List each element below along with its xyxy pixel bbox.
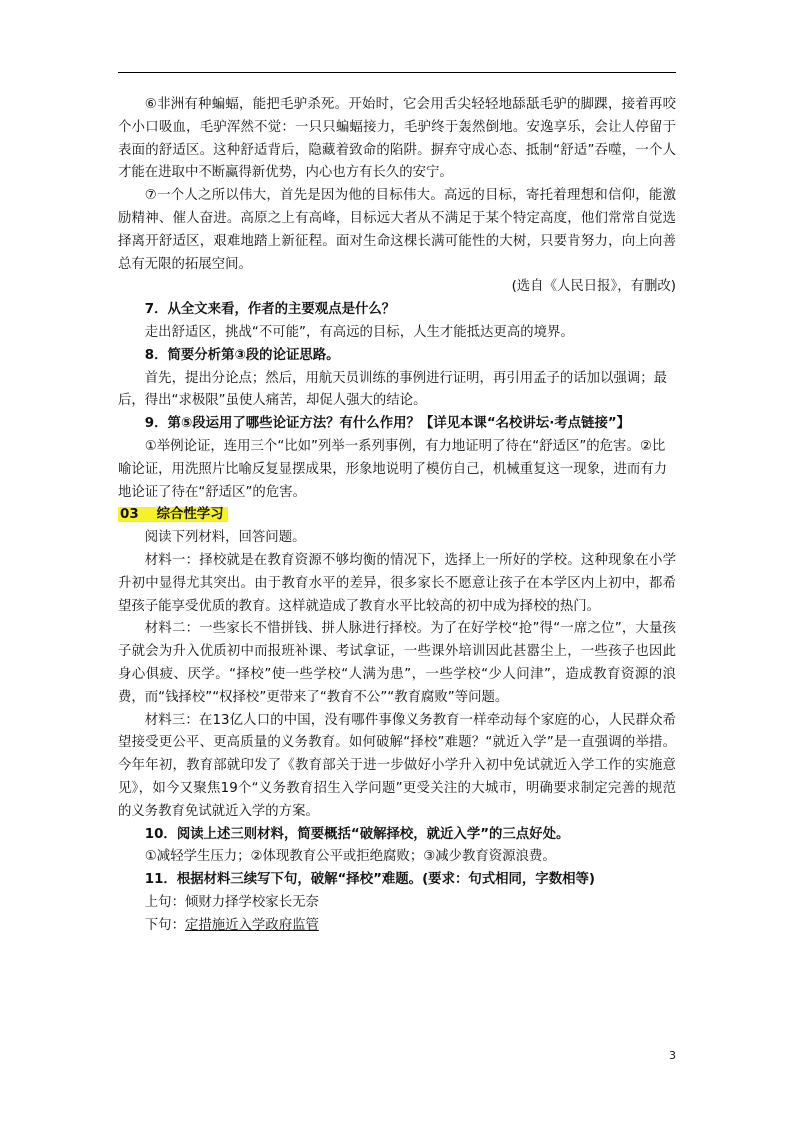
upper-text: 倾财力择学校家长无奈 bbox=[184, 894, 319, 910]
question-10: 10．阅读上述三则材料，简要概括“破解择校，就近入学”的三点好处。 bbox=[144, 826, 570, 842]
question-9: 9．第⑤段运用了哪些论证方法？有什么作用？【详见本课“名校讲坛·考点链接”】 bbox=[144, 416, 631, 432]
question-8: 8．简要分析第③段的论证思路。 bbox=[144, 347, 340, 363]
page-number: 3 bbox=[669, 1049, 676, 1062]
header-rule bbox=[118, 72, 676, 73]
answer-7: 走出舒适区，挑战“不可能”，有高远的目标，人生才能抵达更高的境界。 bbox=[144, 324, 574, 340]
section-number: 03 bbox=[120, 507, 139, 523]
material-2: 材料二：一些家长不惜拼钱、拼人脉进行择校。为了在好学校“抢”得“一席之位”，大量孩子就会为升入优质初中而报班补课、考试拿证，一些课外培训因此甚嚣尘上，一些孩子也因此身心俱疲、厌学。“择校”使一些学校“人满为患”，一些学校“少人问津”，造成教育资源的浪费，而“钱择校”“权择校”更带来了“教育不公”“教育腐败”等问题。 bbox=[118, 621, 676, 705]
material-3: 材料三：在13亿人口的中国，没有哪件事像义务教育一样牵动每个家庭的心，人民群众希望接受更公平、更高质量的义务教育。如何破解“择校”难题？“就近入学”是一直强调的举措。今年年初，教育部就印发了《教育部关于进一步做好小学升入初中免试就近入学工作的实施意见》，如今又聚焦19个“义务教育招生入学问题”更受关注的大城市，明确要求制定完善的规范的义务教育免试就近入学的方案。 bbox=[118, 712, 676, 819]
lower-text: 定措施近入学政府监管 bbox=[184, 917, 319, 933]
answer-10: ①减轻学生压力；②体现教育公平或拒绝腐败；③减少教育资源浪费。 bbox=[144, 849, 556, 865]
upper-line bbox=[118, 892, 676, 915]
question-7: 7．从全文来看，作者的主要观点是什么？ bbox=[144, 302, 396, 318]
paragraph-6: ⑥非洲有种蝙蝠，能把毛驴杀死。开始时，它会用舌尖轻轻地舔舐毛驴的脚踝，接着再咬个小口吸血，毛驴浑然不觉：一只只蝙蝠接力，毛驴终于轰然倒地。安逸享乐，会让人停留于表面的舒适区。这种舒适背后，隐藏着致命的陷阱。摒弃守成心态、抵制“舒适”吞噬，一个人才能在进取中不断赢得新优势，内心也方有长久的安宁。 bbox=[118, 97, 676, 181]
upper-label: 上句： bbox=[144, 894, 185, 910]
source-citation: (选自《人民日报》，有删改) bbox=[511, 279, 676, 295]
intro-line: 阅读下列材料，回答问题。 bbox=[144, 530, 306, 546]
section-heading bbox=[118, 504, 676, 527]
answer-9: ①举例论证，连用三个“比如”列举一系列事例，有力地证明了待在“舒适区”的危害。②比喻论证，用洗照片比喻反复显摆成果，形象地说明了模仿自己，机械重复这一现象，进而有力地论证了待在“舒适区”的危害。 bbox=[118, 438, 668, 500]
lower-line bbox=[118, 915, 676, 938]
paragraph-7: ⑦一个人之所以伟大，首先是因为他的目标伟大。高远的目标，寄托着理想和信仰，能激励精神、催人奋进。高原之上有高峰，目标远大者从不满足于某个特定高度，他们常常自觉选择离开舒适区，艰难地踏上新征程。面对生命这棵长满可能性的大树，只要肯努力，向上向善总有无限的拓展空间。 bbox=[118, 188, 676, 272]
answer-8: 首先，提出分论点；然后，用航天员训练的事例进行证明，再引用孟子的话加以强调；最后，得出“求极限”虽使人痛苦，却促人强大的结论。 bbox=[118, 370, 668, 409]
section-highlight bbox=[118, 507, 228, 522]
material-1: 材料一：择校就是在教育资源不够均衡的情况下，选择上一所好的学校。这种现象在小学升初中显得尤其突出。由于教育水平的差异，很多家长不愿意让孩子在本学区内上初中，都希望孩子能享受优质的教育。这样就造成了教育水平比较高的初中成为择校的热门。 bbox=[118, 552, 676, 614]
lower-label: 下句： bbox=[144, 917, 185, 933]
page-content bbox=[118, 94, 676, 937]
section-title: 综合性学习 bbox=[156, 507, 224, 523]
question-11: 11．根据材料三续写下句，破解“择校”难题。(要求：句式相同，字数相等) bbox=[144, 872, 595, 888]
